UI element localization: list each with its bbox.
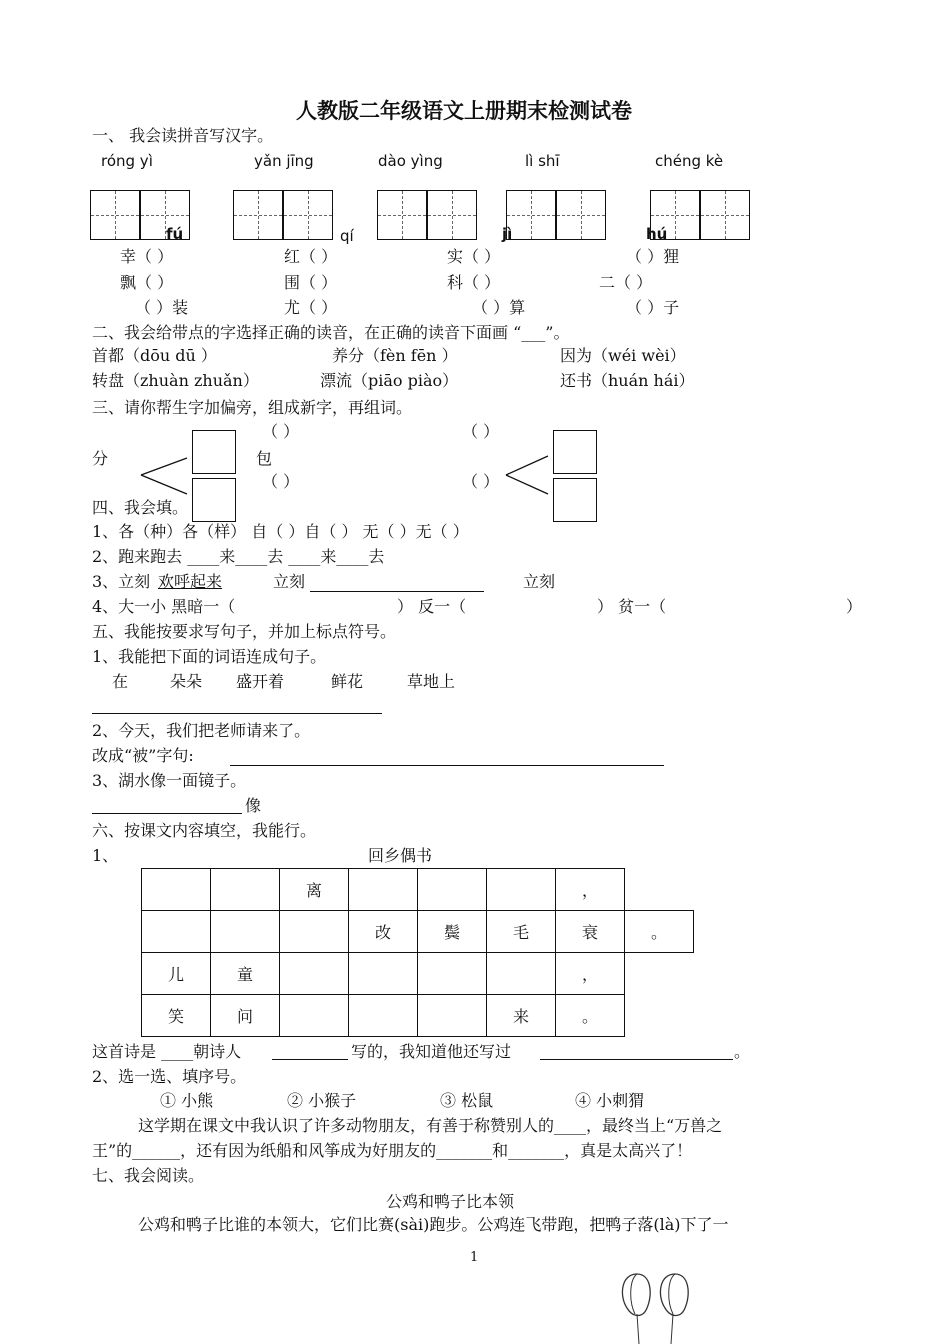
reading-choice[interactable]: 首都（dōu dū ） xyxy=(92,346,217,365)
poem-cell: 离 xyxy=(280,869,349,911)
poem-question-b: 写的，我知道他还写过 xyxy=(351,1042,512,1061)
example-phrase: 欢呼起来 xyxy=(158,572,223,591)
writing-box[interactable] xyxy=(506,190,556,240)
fill-item[interactable]: 二（ ） xyxy=(599,273,653,292)
question-2: 2、今天，我们把老师请来了。 xyxy=(92,721,311,740)
poem-cell: ， xyxy=(556,953,625,995)
poem-cell: ， xyxy=(556,869,625,911)
poem-cell[interactable] xyxy=(487,953,556,995)
base-character: 包 xyxy=(256,449,273,468)
balloon-doodle-icon xyxy=(615,1268,715,1344)
pinyin-4: lì shī xyxy=(525,152,560,170)
pinyin-5: chéng kè xyxy=(655,152,724,170)
fill-paragraph-line[interactable]: 这学期在课文中我认识了许多动物朋友，有善于称赞别人的____，最终当上“万兽之 xyxy=(138,1116,723,1135)
fill-item[interactable]: 飘（ ） xyxy=(120,273,174,292)
story-title: 公鸡和鸭子比本领 xyxy=(386,1192,515,1211)
poem-question-c: 。 xyxy=(734,1042,751,1061)
word-chip: 朵朵 xyxy=(170,672,203,691)
poem-row xyxy=(142,869,694,911)
fill-line-3-prefix: 立刻 xyxy=(523,572,556,591)
fill-pinyin-3: jì xyxy=(502,225,513,243)
question-number: 2、选一选、填序号。 xyxy=(92,1067,247,1086)
fill-line-2[interactable]: 2、跑来跑去 ____来____去 ____来____去 xyxy=(92,547,385,566)
poem-cell[interactable] xyxy=(349,869,418,911)
word-chip: 盛开着 xyxy=(236,672,285,691)
question-1: 1、我能把下面的词语连成句子。 xyxy=(92,647,327,666)
word-chip: 在 xyxy=(112,672,129,691)
poem-cell[interactable] xyxy=(142,869,211,911)
poem-row xyxy=(142,995,694,1037)
word-chip: 鲜花 xyxy=(331,672,364,691)
option: ③ 松鼠 xyxy=(440,1091,494,1110)
poem-cell: 儿 xyxy=(142,953,211,995)
section-1-heading: 一、 我会读拼音写汉字。 xyxy=(92,126,274,145)
poem-cell: 毛 xyxy=(487,911,556,953)
fill-line-3-label: 3、立刻 xyxy=(92,572,151,591)
poem-row xyxy=(142,911,694,953)
poem-cell: 。 xyxy=(625,911,694,953)
poem-cell[interactable] xyxy=(211,869,280,911)
fill-item[interactable]: 红（ ） xyxy=(284,247,338,266)
option: ② 小猴子 xyxy=(287,1091,357,1110)
pinyin-3: dào yìng xyxy=(378,152,443,170)
writing-box[interactable] xyxy=(90,190,140,240)
character-box[interactable] xyxy=(192,430,236,474)
poem-row xyxy=(142,953,694,995)
poem-cell: 鬓 xyxy=(418,911,487,953)
answer-line[interactable] xyxy=(310,591,484,592)
writing-box[interactable] xyxy=(556,190,606,240)
writing-box[interactable] xyxy=(427,190,477,240)
fill-paragraph-line[interactable]: 王”的______，还有因为纸船和风筝成为好朋友的_______和_______，真是太高兴了！ xyxy=(92,1141,693,1160)
answer-line[interactable] xyxy=(92,813,242,814)
option: ④ 小刺猬 xyxy=(575,1091,645,1110)
word-chip: 草地上 xyxy=(407,672,456,691)
writing-box[interactable] xyxy=(233,190,283,240)
poem-cell[interactable] xyxy=(418,869,487,911)
poem-cell[interactable] xyxy=(280,911,349,953)
fill-item[interactable]: 尤（ ） xyxy=(284,298,338,317)
writing-box[interactable] xyxy=(700,190,750,240)
poem-cell[interactable] xyxy=(280,995,349,1037)
section-6-heading: 六、按课文内容填空，我能行。 xyxy=(92,821,317,840)
antonym-b[interactable]: ） 反一（ xyxy=(397,597,467,616)
option: ① 小熊 xyxy=(160,1091,214,1110)
fill-item[interactable]: 实（ ） xyxy=(447,247,501,266)
character-box[interactable] xyxy=(553,430,597,474)
poem-cell[interactable] xyxy=(349,995,418,1037)
word-blank[interactable]: （ ） xyxy=(262,422,300,441)
question-3: 3、湖水像一面镜子。 xyxy=(92,771,247,790)
fill-pinyin-4: hú xyxy=(646,225,668,243)
fill-line-3-prefix: 立刻 xyxy=(273,572,306,591)
pinyin-1: róng yì xyxy=(101,152,153,170)
section-5-heading: 五、我能按要求写句子，并加上标点符号。 xyxy=(92,622,397,641)
poem-title: 回乡偶书 xyxy=(368,846,433,865)
antonym-c[interactable]: ） 贫一（ xyxy=(597,597,667,616)
poem-cell[interactable] xyxy=(280,953,349,995)
poem-cell[interactable] xyxy=(211,911,280,953)
fill-item[interactable]: （ ）子 xyxy=(626,298,680,317)
poem-cell[interactable] xyxy=(418,953,487,995)
poem-grid xyxy=(141,868,694,1037)
section-4-heading: 四、我会填。 xyxy=(92,498,189,517)
word-blank[interactable]: （ ） xyxy=(462,472,500,491)
writing-box[interactable] xyxy=(283,190,333,240)
poem-cell[interactable] xyxy=(418,995,487,1037)
poem-cell[interactable] xyxy=(487,869,556,911)
section-2-heading: 二、我会给带点的字选择正确的读音，在正确的读音下面画 “___”。 xyxy=(92,323,570,342)
poem-question-a: 这首诗是 ____朝诗人 xyxy=(92,1042,242,1061)
base-character: 分 xyxy=(92,449,109,468)
character-box[interactable] xyxy=(553,478,597,522)
page-title: 人教版二年级语文上册期末检测试卷 xyxy=(296,99,632,123)
writing-box[interactable] xyxy=(377,190,427,240)
poem-cell: 笑 xyxy=(142,995,211,1037)
fill-item[interactable]: 幸（ ） xyxy=(120,247,174,266)
poem-cell: 问 xyxy=(211,995,280,1037)
poem-cell[interactable] xyxy=(349,953,418,995)
character-box[interactable] xyxy=(192,478,236,522)
fill-item[interactable]: （ ）算 xyxy=(472,298,526,317)
pinyin-2: yǎn jīng xyxy=(254,152,314,170)
answer-line[interactable] xyxy=(540,1059,733,1060)
word-blank[interactable]: （ ） xyxy=(262,472,300,491)
fill-item[interactable]: 围（ ） xyxy=(284,273,338,292)
poem-cell: 。 xyxy=(556,995,625,1037)
reading-choice[interactable]: 还书（huán hái） xyxy=(560,371,695,390)
section-3-heading: 三、请你帮生字加偏旁，组成新字，再组词。 xyxy=(92,398,413,417)
fill-pinyin-1: fú xyxy=(166,225,184,243)
reading-choice[interactable]: 养分（fèn fēn ） xyxy=(332,346,458,365)
antonym-a[interactable]: 4、大一小 黑暗一（ xyxy=(92,597,236,616)
answer-line[interactable] xyxy=(272,1059,348,1060)
antonym-d: ） xyxy=(846,597,863,616)
fill-item[interactable]: （ ）狸 xyxy=(626,247,680,266)
fill-item[interactable]: 科（ ） xyxy=(447,273,501,292)
question-3-suffix: 像 xyxy=(245,796,262,815)
fill-pinyin-2: qí xyxy=(340,227,354,245)
question-number: 1、 xyxy=(92,846,119,865)
poem-cell: 衰 xyxy=(556,911,625,953)
answer-line[interactable] xyxy=(230,765,664,766)
reading-choice[interactable]: 转盘（zhuàn zhuǎn） xyxy=(92,371,259,390)
story-text: 公鸡和鸭子比谁的本领大，它们比赛(sài)跑步。公鸡连飞带跑，把鸭子落(là)下了一 xyxy=(138,1215,729,1234)
word-blank[interactable]: （ ） xyxy=(462,422,500,441)
section-7-heading: 七、我会阅读。 xyxy=(92,1166,205,1185)
fill-item[interactable]: （ ）装 xyxy=(135,298,189,317)
branch-lines-right xyxy=(500,450,560,500)
page-number: 1 xyxy=(470,1250,479,1265)
poem-cell: 童 xyxy=(211,953,280,995)
reading-choice[interactable]: 漂流（piāo piào） xyxy=(320,371,459,390)
poem-cell[interactable] xyxy=(142,911,211,953)
poem-cell: 来 xyxy=(487,995,556,1037)
answer-line[interactable] xyxy=(92,713,382,714)
branch-lines-left xyxy=(135,450,195,500)
fill-line-1[interactable]: 1、各（种）各（样） 自（ ）自（ ） 无（ ）无（ ） xyxy=(92,522,469,541)
reading-choice[interactable]: 因为（wéi wèi） xyxy=(560,346,686,365)
question-2-instruction: 改成“被”字句: xyxy=(92,746,194,765)
poem-cell: 改 xyxy=(349,911,418,953)
